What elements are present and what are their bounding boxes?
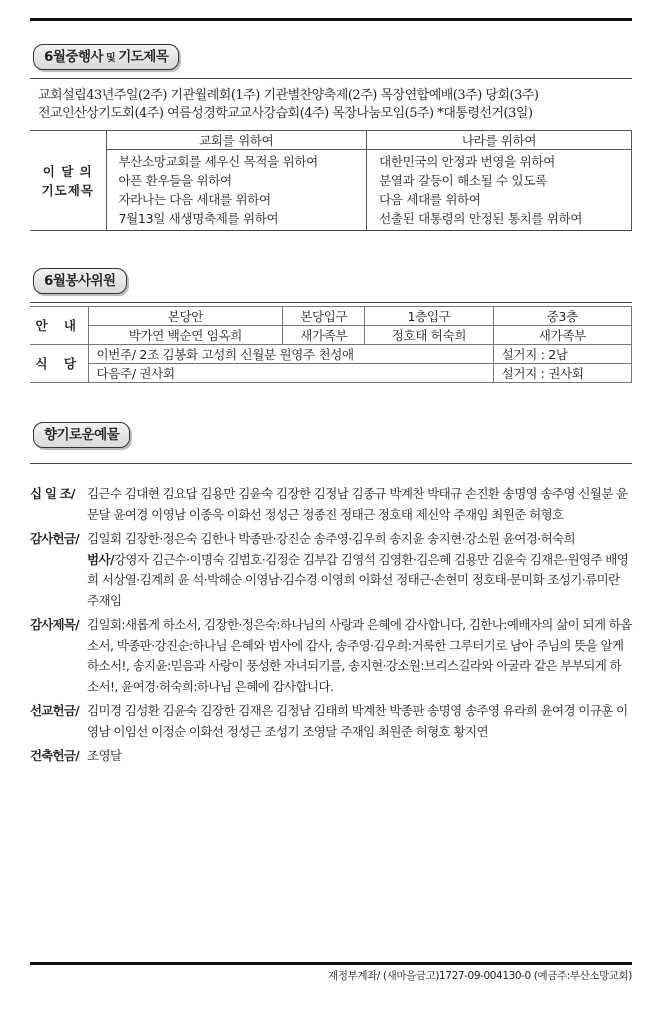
footer-account: 재정부계좌/ (새마을금고)1727-09-004130-0 (예금주:부산소망교회) xyxy=(328,970,632,982)
section-title-text: 향기로운예물 xyxy=(44,427,120,443)
service-this-week-dish: 설거지 : 2남 xyxy=(493,345,631,364)
section-title-small: 및 xyxy=(103,53,119,64)
service-cafeteria-label: 식 당 xyxy=(30,345,88,383)
bottom-rule xyxy=(30,962,632,965)
service-guide: 새가족부 xyxy=(493,326,631,345)
prayer-label-line: 기도제목 xyxy=(41,182,94,198)
section-title-main: 6월중행사 xyxy=(44,49,104,65)
section-title-text: 6월봉사위원 xyxy=(44,273,116,289)
prayer-label xyxy=(30,131,106,231)
service-location: 1층입구 xyxy=(365,307,493,326)
events-line: 교회설립43년주일(2주) 기관월례회(1주) 기관별찬양축제(2주) 목장연합예배(3주) 당회(3주) xyxy=(38,88,539,103)
offering-row-mission xyxy=(30,701,632,742)
section-title-events xyxy=(33,44,179,70)
section-title-service xyxy=(33,268,127,294)
offering-names: 조영달 xyxy=(87,748,122,763)
offering-label: 선교헌금/ xyxy=(30,703,79,718)
prayer-col-church xyxy=(106,150,367,231)
service-guide: 새가족부 xyxy=(283,326,365,345)
prayer-item: 선출된 대통령의 안정된 통치를 위하여 xyxy=(379,211,583,226)
prayer-label-line: 이 달 의 xyxy=(42,163,93,179)
prayer-col-header-church: 교회를 위하여 xyxy=(106,131,367,150)
prayer-item: 부산소망교회를 세우신 목적을 위하여 xyxy=(118,154,318,169)
section-rule xyxy=(30,463,632,464)
service-location: 중3층 xyxy=(493,307,631,326)
offering-row-tithe xyxy=(30,484,632,525)
service-guide: 박가연 백순연 임옥희 xyxy=(88,326,283,345)
prayer-item: 다음 세대를 위하여 xyxy=(379,192,481,207)
prayer-col-header-nation: 나라를 위하여 xyxy=(367,131,632,150)
section-rule xyxy=(30,78,632,79)
top-rule xyxy=(30,18,632,21)
service-location: 본당안 xyxy=(88,307,283,326)
service-guide: 정호태 허숙희 xyxy=(365,326,493,345)
offering-label: 감사제목/ xyxy=(30,617,79,632)
service-next-week-dish: 설거지 : 권사회 xyxy=(493,364,631,383)
service-next-week: 다음주/ 권사회 xyxy=(88,364,493,383)
offering-label: 건축헌금/ xyxy=(30,748,79,763)
prayer-table xyxy=(30,130,632,231)
offering-sub-label: 범사/ xyxy=(87,551,114,567)
section-title-offerings xyxy=(33,422,130,448)
offering-row-building xyxy=(30,746,632,767)
service-location: 본당입구 xyxy=(283,307,365,326)
offering-row-thanks xyxy=(30,529,632,611)
offering-names: 김근수 김대현 김요답 김용만 김윤숙 김장한 김정남 김종규 박계찬 박태규 손진환 송명영 송주영 신월분 윤문달 윤여경 이영남 이종욱 이화선 정성근 정종진 정태근 정호태 제신악 주재임 최원준 허형호 xyxy=(87,486,628,522)
offering-row-thanks-topic xyxy=(30,615,632,697)
section-rule xyxy=(30,302,632,303)
offering-label: 감사헌금/ xyxy=(30,531,79,546)
prayer-item: 대한민국의 안정과 번영을 위하여 xyxy=(379,154,555,169)
events-list xyxy=(38,87,638,123)
prayer-item: 7월13일 새생명축제를 위하여 xyxy=(118,211,279,226)
prayer-item: 자라나는 다음 세대를 위하여 xyxy=(118,192,271,207)
offering-sub-names: 강영자 김근수·이명숙 김범호·김정순 김부갑 김영석 김영환·김은혜 김용만 김윤숙 김재은·원영주 배영희 서상열·김계희 윤 석·박해순 이영남·김수경 이영희 이화선 정태근·손현미 정호태·문미화 조성기·류미란 주재임 xyxy=(87,551,629,608)
prayer-col-nation xyxy=(367,150,632,231)
service-guide-label: 안 내 xyxy=(30,307,88,345)
offering-names: 김미경 김성환 김윤숙 김장한 김재은 김정남 김태희 박계찬 박종판 송명영 송주영 유라희 윤여경 이규훈 이영남 이임선 이정순 이화선 정성근 조성기 조영달 주재임 최원준 허형호 황지연 xyxy=(87,703,628,739)
prayer-item: 아픈 환우들을 위하여 xyxy=(118,173,232,188)
offering-names xyxy=(85,529,632,611)
offerings-list xyxy=(30,484,632,771)
offering-label: 십 일 조/ xyxy=(30,486,75,501)
offering-thanks-names: 김일회 김장한·정은숙 김한나 박종판·강진순 송주영·김우희 송지윤 송지현·강소원 윤여경·허숙희 xyxy=(87,531,576,546)
section-title-end: 기도제목 xyxy=(118,49,169,65)
events-line: 전교인산상기도회(4주) 여름성경학교교사강습회(4주) 목장나눔모임(5주) *대통령선거(3일) xyxy=(38,106,533,121)
prayer-item: 분열과 갈등이 해소될 수 있도록 xyxy=(379,173,547,188)
service-table xyxy=(30,306,632,383)
service-this-week: 이번주/ 2조 김봉화 고성희 신월분 원영주 천성애 xyxy=(88,345,493,364)
offering-topics: 김일회:새롭게 하소서, 김장한·정은숙:하나님의 사랑과 은혜에 감사합니다, 김한나:예배자의 삶이 되게 하옵소서, 박종판·강진순:하나님 은혜와 범사에 감사, 송주영·김우희:거룩한 그루터기로 남아 주님의 뜻을 알게 하소서!, 송지윤:믿음과 사랑이 풍성한 자녀되기를, 송지현·강소원:브리스길라와 아굴라 같은 부부되게 하소서!, 윤여경·허숙희:하나님 은혜에 감사합니다. xyxy=(87,617,632,694)
